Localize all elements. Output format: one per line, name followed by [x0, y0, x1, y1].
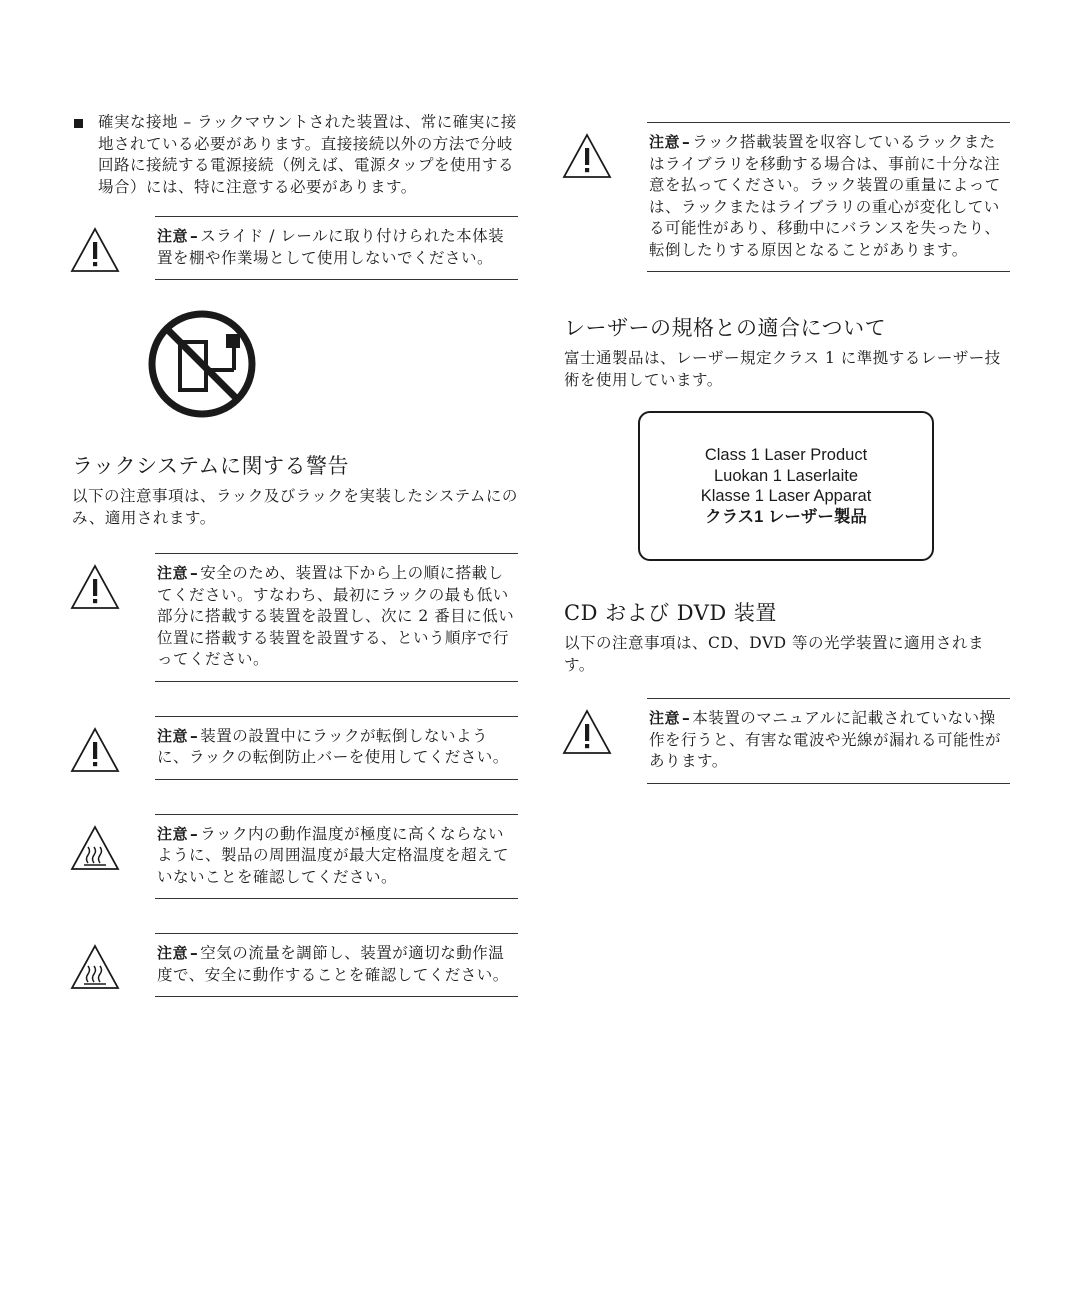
caution-dash: – — [682, 709, 691, 727]
laser-compliance-heading: レーザーの規格との適合について — [564, 316, 887, 340]
caution-tip-bar — [155, 716, 518, 780]
caution-label: 注意 — [157, 824, 189, 843]
warning-triangle-icon — [70, 227, 120, 273]
caution-text: 安全のため、装置は下から上の順に搭載してください。すなわち、最初にラックの最も低い部分に搭載する装置を設置し、次に 2 番目に低い位置に搭載する装置を設置する、という順序で行ってください。 — [157, 564, 515, 668]
caution-label: 注意 — [157, 726, 189, 745]
caution-text: ラック搭載装置を収容しているラックまたはライブラリを移動する場合は、事前に十分な注意を払ってください。ラック装置の重量によっては、ラックまたはライブラリの重心が変化している可能性があり、移動中にバランスを失ったり、転倒したりする原因となることがあります。 — [649, 133, 1001, 259]
bullet-square-icon — [74, 119, 83, 128]
caution-label: 注意 — [157, 944, 189, 962]
caution-moving-rack — [647, 122, 1010, 272]
cd-dvd-text: 以下の注意事項は、CD、DVD 等の光学装置に適用されます。 — [564, 634, 984, 674]
hot-surface-warning-icon — [70, 944, 120, 990]
caution-text: ラック内の動作温度が極度に高くならないように、製品の周囲温度が最大定格温度を超えていないことを確認してください。 — [157, 824, 510, 886]
caution-text: 空気の流量を調節し、装置が適切な動作温度で、安全に動作することを確認してください。 — [157, 944, 509, 984]
grounding-bullet — [70, 112, 518, 198]
caution-label: 注意 — [157, 227, 189, 245]
warning-triangle-icon — [562, 133, 612, 179]
laser-label-line: Klasse 1 Laser Apparat — [700, 487, 872, 505]
laser-compliance-text: 富士通製品は、レーザー規定クラス 1 に準拠するレーザー技術を使用しています。 — [564, 349, 1001, 389]
caution-label: 注意 — [649, 133, 681, 151]
caution-dash: – — [190, 944, 199, 962]
caution-dash: – — [190, 824, 199, 843]
caution-dash: – — [682, 133, 691, 151]
laser-label-line: Class 1 Laser Product — [704, 446, 868, 464]
cd-dvd-heading: CD および DVD 装置 — [564, 601, 777, 625]
caution-optical-device — [647, 698, 1010, 784]
right-column — [562, 122, 1010, 784]
caution-dash: – — [190, 227, 199, 245]
hot-surface-warning-icon — [70, 825, 120, 871]
laser-class-label — [638, 411, 934, 561]
caution-airflow — [155, 933, 518, 997]
left-column — [70, 112, 518, 997]
caution-temperature — [155, 814, 518, 900]
warning-triangle-icon — [70, 564, 120, 610]
rack-warnings-heading: ラックシステムに関する警告 — [72, 454, 349, 478]
caution-text: 本装置のマニュアルに記載されていない操作を行うと、有害な電波や光線が漏れる可能性があります。 — [649, 709, 1002, 770]
laser-label-line: Luokan 1 Laserlaite — [713, 466, 859, 485]
no-stacking-prohibition-icon — [146, 308, 258, 420]
warning-triangle-icon — [70, 727, 120, 773]
caution-text: 装置の設置中にラックが転倒しないように、ラックの転倒防止バーを使用してください。 — [157, 726, 509, 766]
caution-label: 注意 — [649, 709, 681, 727]
caution-load-order — [155, 553, 518, 682]
caution-dash: – — [190, 564, 199, 582]
caution-label: 注意 — [157, 564, 189, 582]
grounding-text: 確実な接地 – ラックマウントされた装置は、常に確実に接地されている必要があります。直接接続以外の方法で分岐回路に接続する電源接続（例えば、電源タップを使用する場合）には、特に注意する必要があります。 — [98, 113, 517, 196]
caution-text: スライド / レールに取り付けられた本体装置を棚や作業場として使用しないでください。 — [157, 227, 505, 267]
warning-triangle-icon — [562, 709, 612, 755]
caution-dash: – — [190, 726, 199, 745]
laser-label-line: クラス1 レーザー製品 — [705, 507, 867, 526]
caution-slide-rail — [155, 216, 518, 280]
rack-warnings-intro: 以下の注意事項は、ラック及びラックを実装したシステムにのみ、適用されます。 — [72, 487, 518, 527]
